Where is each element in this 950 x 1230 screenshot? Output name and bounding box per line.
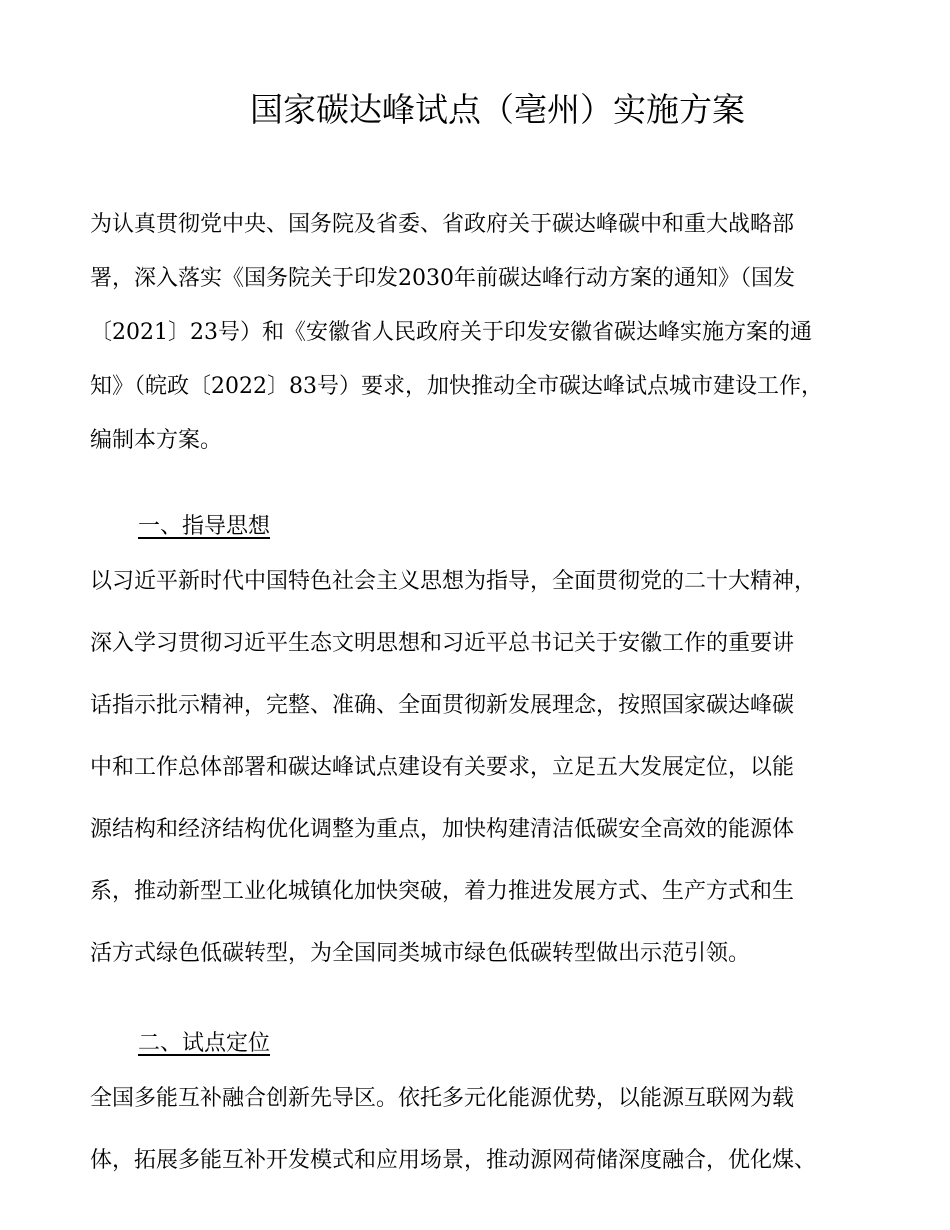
- intro-line: 编制本方案。: [90, 428, 223, 453]
- intro-line: 知》（皖政〔2022〕83号）要求，加快推动全市碳达峰试点城市建设工作，: [90, 374, 823, 399]
- intro-line: 〔2021〕23号）和《安徽省人民政府关于印发安徽省碳达峰实施方案的通: [90, 320, 812, 345]
- paragraph-line: 全国多能互补融合创新先导区。依托多元化能源优势，以能源互联网为载: [90, 1086, 795, 1111]
- intro-paragraph: [90, 198, 902, 468]
- paragraph-line: 体，拓展多能互补开发模式和应用场景，推动源网荷储深度融合，优化煤、: [90, 1148, 817, 1173]
- section-heading-pilot-positioning: 二、试点定位: [138, 1031, 271, 1056]
- paragraph-line: 深入学习贯彻习近平生态文明思想和习近平总书记关于安徽工作的重要讲: [90, 631, 795, 656]
- paragraph-line: 活方式绿色低碳转型，为全国同类城市绿色低碳转型做出示范引领。: [90, 941, 751, 966]
- document-title: 国家碳达峰试点（亳州）实施方案: [250, 90, 745, 129]
- paragraph-line: 系，推动新型工业化城镇化加快突破，着力推进发展方式、生产方式和生: [90, 879, 795, 904]
- intro-line: 为认真贯彻党中央、国务院及省委、省政府关于碳达峰碳中和重大战略部: [90, 212, 795, 237]
- paragraph-line: 源结构和经济结构优化调整为重点，加快构建清洁低碳安全高效的能源体: [90, 817, 795, 842]
- paragraph-line: 以习近平新时代中国特色社会主义思想为指导，全面贯彻党的二十大精神，: [90, 569, 817, 594]
- paragraph-line: 中和工作总体部署和碳达峰试点建设有关要求，立足五大发展定位，以能: [90, 755, 795, 780]
- paragraph-line: 话指示批示精神，完整、准确、全面贯彻新发展理念，按照国家碳达峰碳: [90, 693, 795, 718]
- section-heading-guiding-ideology: 一、指导思想: [138, 514, 271, 539]
- section-paragraph-pilot-positioning: [90, 1068, 910, 1192]
- intro-line: 署，深入落实《国务院关于印发2030年前碳达峰行动方案的通知》（国发: [90, 266, 795, 291]
- section-paragraph-guiding-ideology: [90, 551, 910, 985]
